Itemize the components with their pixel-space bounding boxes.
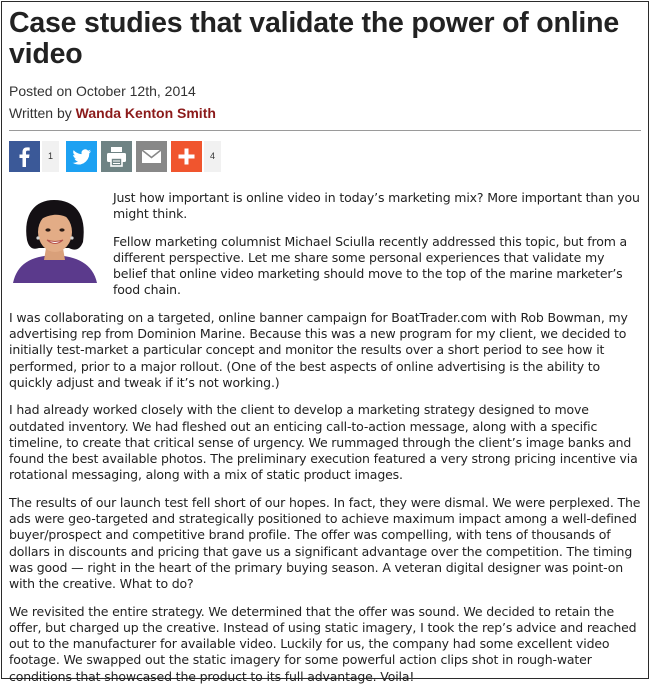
addthis-share-count: 4 <box>204 141 221 172</box>
article-meta <box>9 80 641 124</box>
article-body <box>9 190 641 685</box>
author-link[interactable]: Wanda Kenton Smith <box>75 105 216 121</box>
article-content <box>9 8 641 696</box>
paragraph: I was collaborating on a targeted, online banner campaign for BoatTrader.com with Rob Bowman, my advertising rep from Dominion Marine. Because this was a new program for my client, we decided to initially test-market a particular concept and monitor the results over a short period to see how it performed, prior to a major rollout. (One of the best aspects of online advertising is the ability to quickly adjust and tweak if it’s not working.) <box>9 309 628 390</box>
author-photo <box>9 192 100 283</box>
paragraph: The results of our launch test fell short of our hopes. In fact, they were dismal. We were perplexed. The ads were geo-targeted and strategically positioned to achieve maximum impact among a well-defined buyer/prospect and competitive brand profile. The offer was compelling, with tens of thousands of dollars in discounts and pricing that gave us a significant advantage over the competition. The timing was good — right in the heart of the primary buying season. A veteran digital designer was point-on with the creative. What to do? <box>9 494 641 592</box>
facebook-share-button[interactable] <box>9 141 40 172</box>
paragraph: Just how important is online video in today’s marketing mix? More important than you might think. <box>113 190 640 222</box>
article-frame <box>1 1 649 684</box>
print-icon <box>101 141 132 172</box>
share-bar <box>9 140 641 172</box>
byline-prefix: Written by <box>9 105 72 121</box>
paragraph: We revisited the entire strategy. We determined that the offer was sound. We decided to retain the offer, but charged up the creative. Instead of using static imagery, I took the rep’s advice and reached out to the manufacturer for available video. Luckily for us, the company had some excellent video footage. We swapped out the static imagery for some powerful action clips shot in rough-water conditions that showcased the product to its full advantage. Voila! <box>9 603 637 684</box>
print-button[interactable] <box>101 141 132 172</box>
byline <box>9 102 641 124</box>
plus-icon <box>171 141 202 172</box>
email-share-button[interactable] <box>136 141 167 172</box>
article-title: Case studies that validate the power of online video <box>9 7 620 70</box>
paragraph: Fellow marketing columnist Michael Sciulla recently addressed this topic, but from a different perspective. Let me share some personal experiences that validate my belief that online video marketing should move to the top of the marine marketer’s food chain. <box>113 233 628 298</box>
addthis-share-button[interactable] <box>171 141 202 172</box>
paragraph: I had already worked closely with the client to develop a marketing strategy designed to move outdated inventory. We had fleshed out an enticing call-to-action message, along with a specific timeline, to create that critical sense of urgency. We rummaged through the client’s image banks and found the best available photos. The preliminary execution featured a very strong pricing incentive via rotational messaging, along with a mix of static product images. <box>9 402 638 483</box>
posted-date: Posted on October 12th, 2014 <box>9 83 196 99</box>
twitter-icon <box>66 141 97 172</box>
email-icon <box>136 141 167 172</box>
twitter-share-button[interactable] <box>66 141 97 172</box>
facebook-share-count: 1 <box>42 141 59 172</box>
divider <box>9 130 641 131</box>
facebook-icon <box>9 141 40 172</box>
